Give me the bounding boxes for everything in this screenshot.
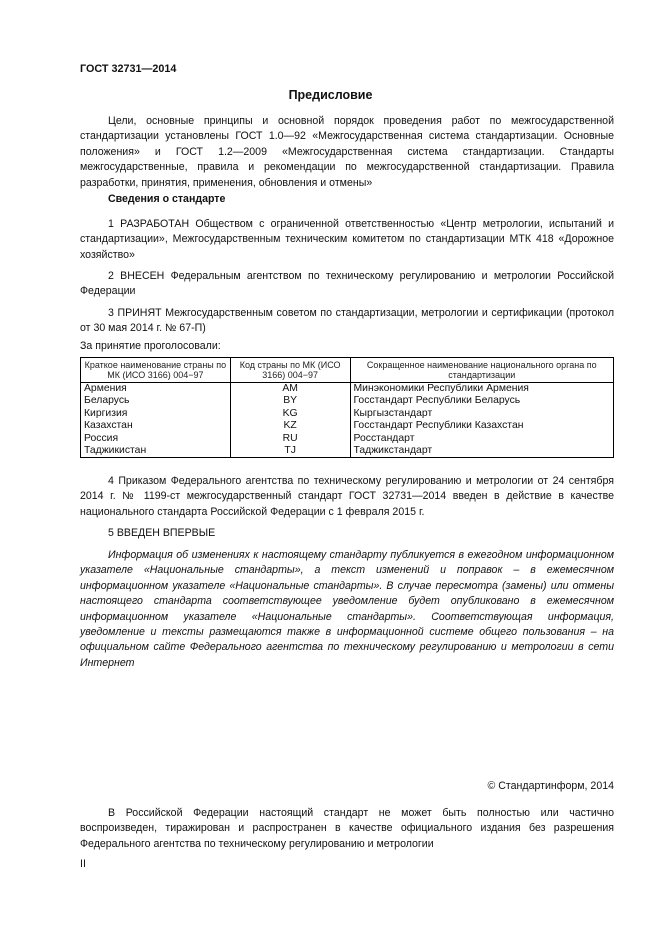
country-name: Киргизия: [81, 408, 231, 420]
copyright: © Стандартинформ, 2014: [487, 780, 614, 792]
countries-table: [80, 357, 614, 458]
table-row: [81, 420, 614, 432]
table-row: [81, 445, 614, 458]
standards-body: Госстандарт Республики Беларусь: [350, 395, 614, 407]
table-row: [81, 433, 614, 445]
item-3-adopted: 3 ПРИНЯТ Межгосударственным советом по стандартизации, метрологии и сертификации (протокол от 30 мая 2014 г. № 67-П): [80, 307, 614, 335]
item-5-first-introduced: 5 ВВЕДЕН ВПЕРВЫЕ: [108, 527, 216, 539]
country-name: Казахстан: [81, 420, 231, 432]
country-name: Беларусь: [81, 395, 231, 407]
standards-body: Кыргызстандарт: [350, 408, 614, 420]
info-paragraph: Информация об изменениях к настоящему стандарту публикуется в ежегодном информационном указателе «Национальные стандарты», а текст изменений и поправок – в ежемесячном информационном указателе «Национальные стандарты». В случае пересмотра (замены) или отмены настоящего стандарта соответствующее уведомление будет опубликовано в ежемесячном информационном указателе «Национальные стандарты». Соответствующая информация, уведомление и тексты размещаются также в информационной системе общего пользования – на официальном сайте Федерального агентства по техническому регулированию и метрологии в сети Интернет: [80, 549, 614, 669]
country-code: AM: [230, 383, 350, 396]
intro-paragraph: Цели, основные принципы и основной порядок проведения работ по межгосударственной стандартизации установлены ГОСТ 1.0—92 «Межгосударственная система стандартизации. Основные положения» и ГОСТ 1.2—2009 «Межгосударственная система стандартизации. Стандарты межгосударственные, правила и рекомендации по межгосударственной стандартизации. Правила разработки, принятия, применения, обновления и отмены»: [80, 115, 614, 189]
item-2-submitted: 2 ВНЕСЕН Федеральным агентством по техническому регулированию и метрологии Российской Федерации: [80, 270, 614, 298]
rights-paragraph: В Российской Федерации настоящий стандарт не может быть полностью или частично воспроизведен, тиражирован и распространен в качестве официального издания без разрешения Федерального агентства по техническому регулированию и метрологии: [80, 807, 614, 850]
country-code: RU: [230, 433, 350, 445]
country-code: KZ: [230, 420, 350, 432]
country-name: Россия: [81, 433, 231, 445]
item-1-developed: 1 РАЗРАБОТАН Обществом с ограниченной ответственностью «Центр метрологии, испытаний и стандартизации», Межгосударственным техническим комитетом по стандартизации МТК 418 «Дорожное хозяйство»: [80, 218, 614, 261]
standards-body: Госстандарт Республики Казахстан: [350, 420, 614, 432]
section-title: Сведения о стандарте: [108, 193, 226, 205]
table-row: [81, 395, 614, 407]
standards-body: Минэкономики Республики Армения: [350, 383, 614, 396]
table-header-country: Краткое наименование страны по МК (ИСО 3166) 004−97: [81, 358, 231, 383]
table-row: [81, 383, 614, 396]
standards-body: Таджикстандарт: [350, 445, 614, 458]
country-code: KG: [230, 408, 350, 420]
document-header: ГОСТ 32731—2014: [80, 63, 177, 75]
voted-label: За принятие проголосовали:: [80, 340, 221, 352]
table-header-row: [81, 358, 614, 383]
country-code: TJ: [230, 445, 350, 458]
country-name: Таджикистан: [81, 445, 231, 458]
standards-body: Росстандарт: [350, 433, 614, 445]
item-4-order: 4 Приказом Федерального агентства по техническому регулированию и метрологии от 24 сентября 2014 г. № 1199-ст межгосударственный стандарт ГОСТ 32731—2014 введен в действие в качестве национального стандарта Российской Федерации с 1 февраля 2015 г.: [80, 475, 614, 518]
table-row: [81, 408, 614, 420]
table-header-body: Сокращенное наименование национального органа по стандартизации: [350, 358, 614, 383]
country-code: BY: [230, 395, 350, 407]
country-name: Армения: [81, 383, 231, 396]
page-title: Предисловие: [288, 88, 373, 102]
table-header-code: Код страны по МК (ИСО 3166) 004−97: [230, 358, 350, 383]
page-number: II: [80, 858, 86, 870]
